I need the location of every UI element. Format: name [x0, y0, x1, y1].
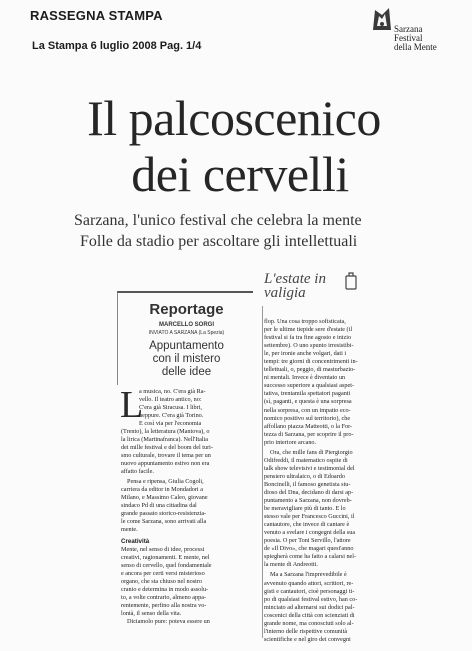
- column-2-line: stesso vale per Francesco Guccini, il: [264, 513, 355, 521]
- column-1-line: le come Sarzana, sono arrivati alla: [121, 518, 207, 525]
- column-divider: [262, 306, 263, 638]
- column-2-line: dioso del Dna, decidano di darsi ap-: [264, 488, 354, 496]
- column-1-line: Diciamolo pure: poteva essere un: [127, 618, 210, 625]
- column-1-line: cranio e determina in modo assolu-: [121, 586, 209, 593]
- column-2-line: coscenici della città con scienziati di: [264, 611, 355, 619]
- column-2-line: puntamento a Sarzana, non dovreb-: [264, 497, 352, 505]
- column-2-line: nomico positivo sul territorio), che: [264, 414, 351, 422]
- column-2-line: (sì, paganti, e questa è una sorpresa: [264, 398, 352, 406]
- suitcase-icon: [344, 272, 358, 290]
- box-headline-1: Appuntamento: [149, 340, 224, 352]
- festival-logo: [368, 6, 468, 56]
- column-2-line: talk show televisivi e testimonial del: [264, 464, 355, 472]
- article-column-1: [120, 384, 261, 626]
- column-1-line: e ancora per certi versi misterioso: [121, 570, 205, 577]
- column-2-line: spiegherà come ha fatto a calarsi nel-: [264, 553, 357, 561]
- column-2-line: prio interiore arcano.: [264, 438, 317, 446]
- box-headline-3: delle idee: [161, 366, 212, 378]
- subhead-line-1: Sarzana, l'unico festival che celebra la mente: [74, 212, 362, 229]
- column-1-line: Pensa e ripensa, Giulia Cogoli,: [127, 478, 204, 485]
- column-1-line: creativi, ragionamenti. E mente, nel: [121, 554, 210, 561]
- column-1-line: C'era già Siracusa. I libri,: [139, 404, 202, 411]
- column-2-line: flop. Una cosa troppo sofisticata,: [264, 318, 346, 325]
- column-2-line: be meravigliare più di tanto. E lo: [264, 505, 346, 513]
- column-1-line: smo culturale, trovare il tema per un: [121, 452, 211, 459]
- column-1-line: (Trento), la letteratura (Mantova), o: [121, 428, 210, 435]
- column-2-line: scientifiche e nel giro dei convegni: [264, 635, 351, 643]
- column-1-line: to, a volte contrario, almeno appa-: [121, 594, 207, 601]
- column-2-line: minciato ad alternarsi sui dodici pal-: [264, 603, 355, 611]
- box-headline-2: con il mistero: [152, 353, 221, 365]
- column-1-line: senso di cervello, quel fondamentale: [121, 562, 212, 569]
- column-2-line: Ora, che mille fans di Piergiorgio: [270, 448, 353, 456]
- column-1-line: Milano, e Massimo Caleo, giovane: [121, 494, 208, 501]
- column-2-line: tezza di Sarzana, per scoprire il pro-: [264, 430, 354, 438]
- column-2-line: la mente di Andreotti.: [264, 561, 318, 569]
- column-2-line: avvenuto quando attori, scrittori, re-: [264, 579, 354, 587]
- column-2-line: grande nome, ma conosciuti solo al-: [264, 619, 354, 627]
- column-2-line: po di qualsiasi festival estivo, han co-: [264, 595, 358, 603]
- drop-cap: L: [120, 384, 144, 426]
- logo-line-2: Festival: [394, 33, 423, 43]
- column-2-line: affollano piazza Matteotti, o la For-: [264, 422, 353, 430]
- clipping-service-label: RASSEGNA STAMPA: [30, 8, 163, 23]
- headline-line-2: dei cervelli: [131, 146, 349, 202]
- reportage-kicker: Reportage: [149, 301, 224, 318]
- column-1-line: a musica, no. C'era già Ra-: [139, 388, 206, 395]
- column-2-line: tativa, trentamila spettatori paganti: [264, 390, 351, 398]
- column-1-line: organo, che sta chiuso nel nostro: [121, 578, 202, 585]
- article-column-2: [264, 318, 414, 644]
- column-1-line: affatto facile.: [121, 468, 154, 475]
- column-2-line: nella sorpresa, con un impatto eco-: [264, 406, 351, 414]
- logo-line-3: della Mente: [394, 42, 437, 52]
- reportage-box: [117, 291, 253, 385]
- column-2-line: tempi: tre giorni di concentrimenti in-: [264, 358, 358, 366]
- column-1-line: rentemente, perfino alla nostra vo-: [121, 602, 207, 609]
- headline-line-1: Il palcoscenico: [87, 90, 381, 146]
- subhead-line-2: Folle da stadio per ascoltare gli intellettuali: [80, 233, 358, 250]
- column-1-line: sindaco Pd di una cittadina dal: [121, 502, 197, 509]
- column-1-line: grande passato storico-resistenzia-: [121, 510, 207, 517]
- column-2-line: Boncinelli, il famoso genetista stu-: [264, 480, 351, 488]
- column-2-line: gisti e cantautori, cioè personaggi ti-: [264, 587, 355, 595]
- column-2-line: cantautore, che invece di cantare è: [264, 521, 350, 529]
- source-line: La Stampa 6 luglio 2008 Pag. 1/4: [32, 40, 202, 52]
- column-2-line: le, per ironie anche volgari, dati i: [264, 350, 347, 358]
- column-1-line: E così via per l'economia: [139, 420, 202, 427]
- column-1-line: mente.: [121, 526, 138, 533]
- column-2-line: Odifreddi, il matematico ospite di: [264, 456, 348, 464]
- box-byline: MARCELLO SORGI: [159, 322, 214, 328]
- column-1-line: la lirica (Martinafranca). Nell'Italia: [121, 436, 209, 443]
- column-2-line: successo superiore a qualsiasi aspet-: [264, 382, 355, 390]
- column-2-line: l'interno delle rispettive comunità: [264, 627, 348, 635]
- column-1-line: Creatività: [121, 538, 150, 545]
- column-2-line: festival si fa tra fine agosto e inizio: [264, 334, 352, 342]
- section-tag-text: L'estate in valigia: [264, 271, 326, 301]
- column-2-line: tellettuali, o, peggio, di masturbazio-: [264, 366, 356, 374]
- column-2-line: pensiero ultralaico, o di Edoardo: [264, 472, 345, 480]
- festival-logo-icon: [370, 6, 394, 32]
- column-2-line: Ma a Sarzana l'imprevedibile è: [270, 571, 347, 579]
- column-2-line: ni mentali. Invece è diventato un: [264, 374, 346, 382]
- column-1-line: vello. Il teatro antico, no:: [139, 396, 202, 403]
- logo-line-1: Sarzana: [394, 24, 423, 34]
- column-2-line: settembre). O uno spunto irresistibi-: [264, 342, 354, 350]
- column-2-line: de «Il Divo», che magari quest'anno: [264, 545, 354, 553]
- column-2-line: venuto a svelare i congegni della sua: [264, 529, 356, 537]
- column-1-line: Mente, nel senso di idee, processi: [121, 546, 205, 553]
- column-1-line: dei mille festival e del boom del turi-: [121, 444, 213, 451]
- section-tag: [262, 272, 358, 302]
- column-1-line: neppure. C'era già Torino.: [139, 412, 204, 419]
- column-2-line: poesia. O per Toni Servillo, l'attore: [264, 537, 351, 545]
- column-1-line: nuovo appuntamento estivo non era: [121, 460, 210, 467]
- column-1-line: lontà, il senso della vita.: [121, 610, 182, 617]
- column-1-line: carriera da editor in Mondadori a: [121, 486, 203, 493]
- box-dateline: INVIATO A SARZANA (La Spezia): [148, 330, 225, 336]
- column-2-line: per le ultime tiepide sere d'estate (il: [264, 326, 353, 334]
